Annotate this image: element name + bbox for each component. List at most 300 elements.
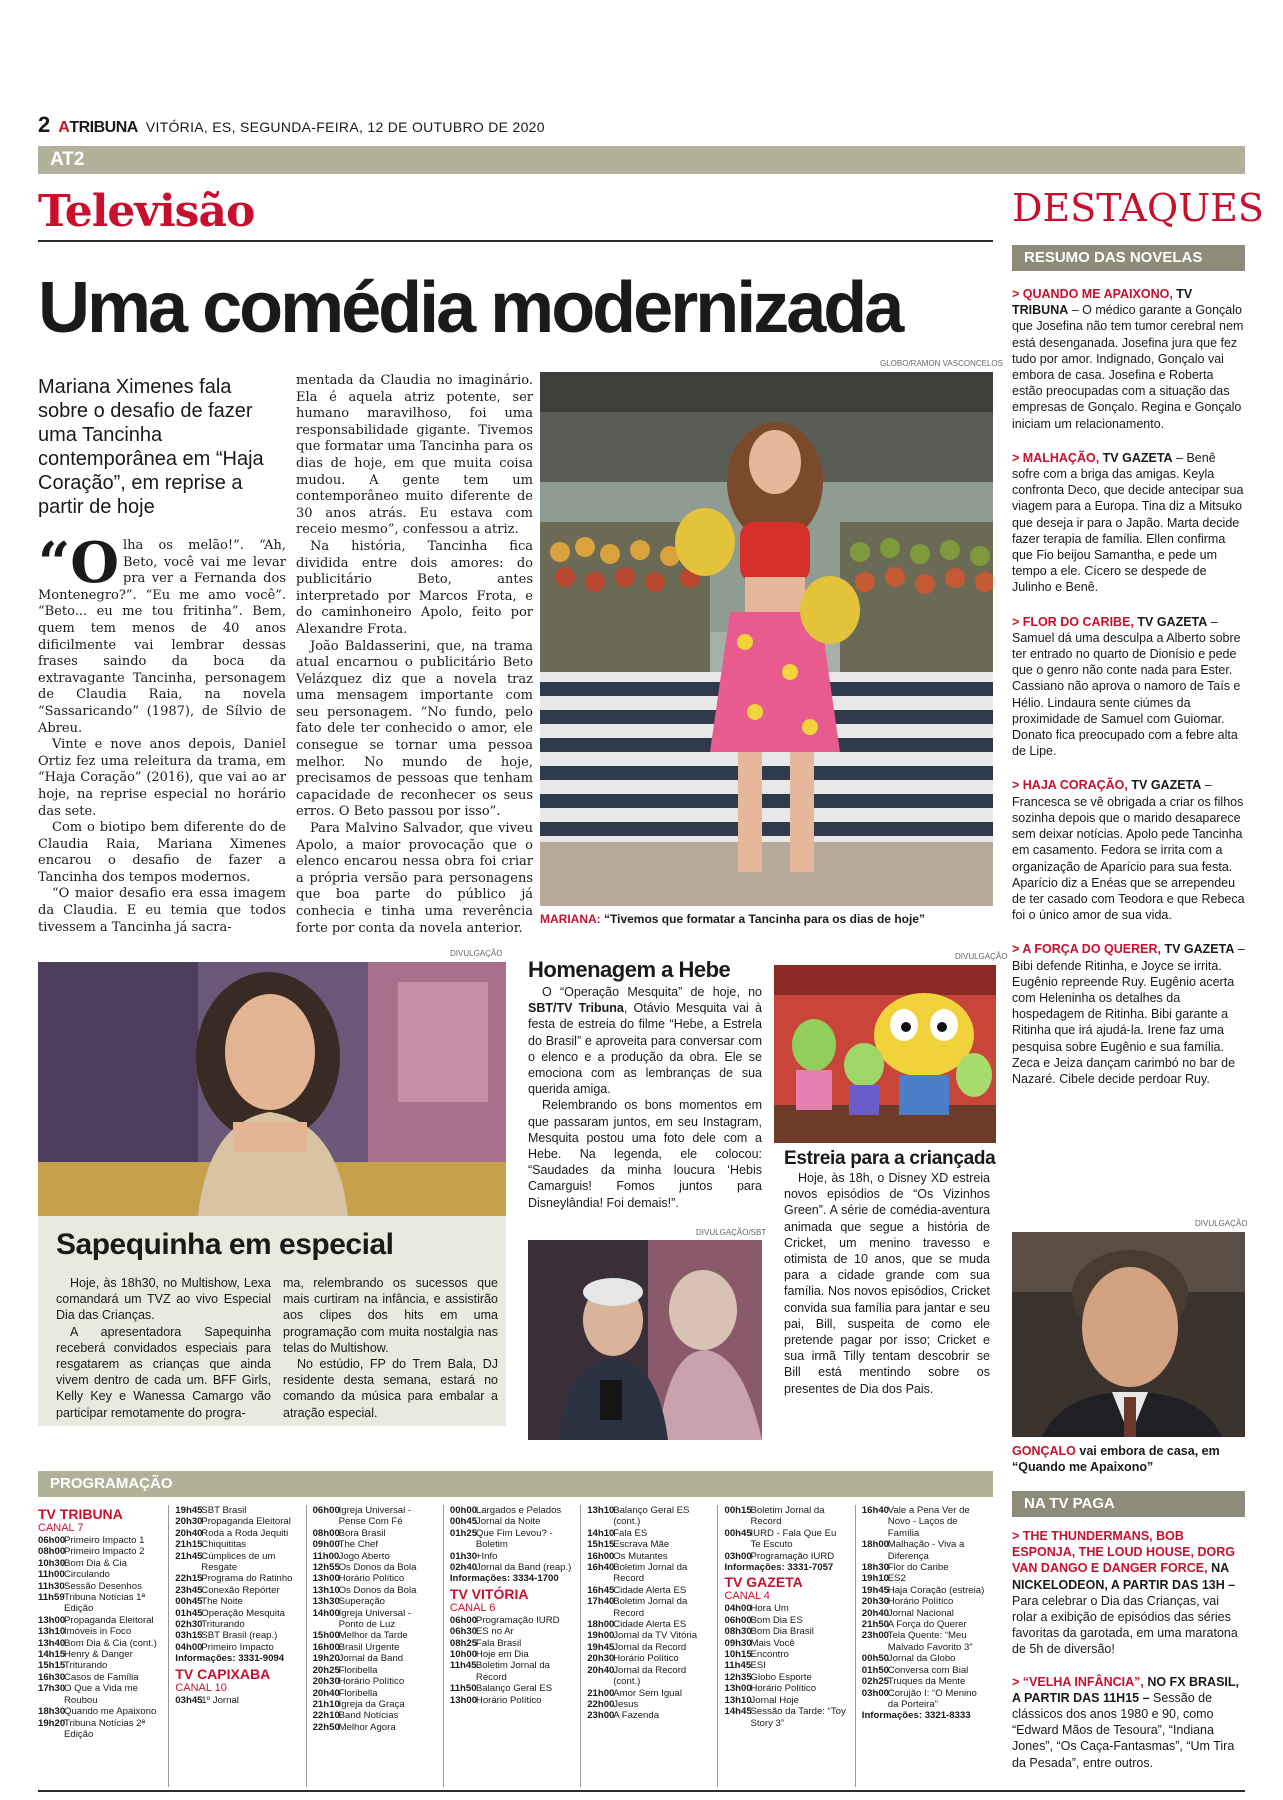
schedule-time: 13h00 (724, 1683, 752, 1695)
caption-text: “Tivemos que formatar a Tancinha para os dias de hoje” (604, 912, 925, 926)
schedule-row (724, 1683, 848, 1694)
schedule-time: 11h50 (449, 1683, 477, 1695)
schedule-show: Horário Político (475, 1694, 542, 1706)
schedule-time: 08h25 (449, 1637, 478, 1649)
schedule-time: 20h40 (861, 1607, 889, 1619)
programacao-column (450, 1505, 581, 1787)
schedule-time: 08h00 (38, 1546, 66, 1558)
schedule-time: 19h00 (587, 1630, 615, 1642)
schedule-row (724, 1660, 848, 1671)
schedule-time: 22h10 (312, 1710, 340, 1722)
tv-paga-list (1012, 1528, 1245, 1787)
schedule-time: 01h30 (449, 1550, 478, 1562)
schedule-row (313, 1551, 437, 1562)
schedule-show: Os Mutantes (613, 1550, 668, 1562)
schedule-show: Haja Coração (estreia) (887, 1584, 985, 1596)
schedule-row (38, 1581, 162, 1592)
schedule-time: 03h15 (175, 1630, 203, 1642)
goncalo-photo (1012, 1232, 1245, 1437)
schedule-show: SBT Brasil (201, 1505, 247, 1516)
schedule-row (724, 1626, 848, 1637)
schedule-show: Boletim Jornal da Record (475, 1660, 551, 1683)
schedule-row (724, 1603, 848, 1614)
schedule-time: 16h00 (587, 1550, 615, 1562)
channel-number: CANAL 7 (38, 1522, 84, 1534)
schedule-row (587, 1562, 711, 1585)
sapequinha-photo (38, 962, 506, 1216)
schedule-row (38, 1672, 162, 1683)
tv-paga-item: > “VELHA INFÂNCIA”, NO FX BRASIL, A PARTIR DAS 11H15 – Sessão de clássicos dos anos 1980 e 90, como “Edward Mãos de Tesoura”, “Indiana Jones”, “Os Caça-Fantasmas”, “Um Tira da Pesada”, entre outros. (1012, 1674, 1240, 1770)
schedule-show: Os Donos da Bola (338, 1562, 417, 1574)
schedule-show: Truques da Mente (887, 1676, 966, 1688)
destaques-title: DESTAQUES (1012, 186, 1264, 230)
schedule-show: Globo Esporte (750, 1671, 812, 1683)
schedule-row (38, 1660, 162, 1671)
schedule-time: 11h00 (38, 1569, 65, 1581)
schedule-time: 06h30 (449, 1626, 478, 1638)
schedule-row (175, 1596, 299, 1607)
schedule-time: 17h30 (38, 1683, 66, 1695)
schedule-time: 17h40 (587, 1596, 615, 1608)
schedule-time: 20h30 (175, 1516, 203, 1528)
schedule-time: 03h00 (724, 1550, 752, 1562)
schedule-row (38, 1592, 162, 1615)
schedule-show: Programação IURD (750, 1550, 835, 1562)
estreia-text (784, 1170, 990, 1397)
schedule-show: Que Fim Levou? - Boletim (475, 1527, 553, 1551)
schedule-show: Propaganda Eleitoral (201, 1516, 291, 1528)
schedule-show: A Força do Querer (887, 1619, 967, 1631)
schedule-row (862, 1608, 987, 1619)
schedule-show: Fala ES (613, 1527, 648, 1539)
schedule-show: Conversa com Bial (887, 1664, 969, 1676)
sapequinha-paragraph: No estúdio, FP do Trem Bala, DJ residente desta semana, estará no comando da música para embalar a atração especial. (283, 1357, 498, 1420)
sapequinha-credit: DIVULGAÇÃO (450, 949, 503, 958)
schedule-show: The Chef (338, 1539, 379, 1551)
schedule-row (313, 1585, 437, 1596)
schedule-time: 02h30 (175, 1619, 203, 1631)
schedule-time: 00h45 (449, 1516, 478, 1528)
schedule-time: 13h10 (587, 1505, 615, 1516)
channel-info: Informações: 3331-7057 (724, 1562, 834, 1574)
hebe-paragraph: Relembrando os bons momentos em que passaram juntos, em seu Instagram, Mesquita postou uma foto dele com a Hebe. Na legenda, ele colocou: “Saudades da minha loucura ‘Hebis Camarguis! Fomos juntos para Disneylândia! Foi demais!”. (528, 1098, 762, 1210)
schedule-row (862, 1585, 987, 1596)
schedule-row (862, 1630, 987, 1653)
schedule-row (313, 1722, 437, 1733)
schedule-row (450, 1505, 574, 1516)
schedule-row (313, 1653, 437, 1664)
schedule-row (862, 1573, 987, 1584)
programacao-title: PROGRAMAÇÃO (50, 1475, 173, 1492)
bottom-rule (38, 1790, 1245, 1792)
schedule-show: Triturando (201, 1619, 245, 1631)
schedule-time: 02h25 (861, 1676, 889, 1688)
schedule-time: 06h00 (724, 1614, 752, 1626)
schedule-row (724, 1672, 848, 1683)
schedule-time: 09h30 (724, 1637, 752, 1649)
schedule-time: 11h45 (449, 1660, 477, 1672)
estreia-title: Estreia para a criançada (784, 1148, 996, 1169)
os-vizinhos-green-photo (774, 965, 996, 1143)
schedule-show: Largados e Pelados (475, 1505, 562, 1516)
destaque-item: > QUANDO ME APAIXONO, TV TRIBUNA – O médico garante a Gonçalo que Josefina não tem tumor cerebral nem está desenganada. Josefina jura que fez tudo por amor. Indignado, Gonçalo vai embora de casa. Josefina e Roberta estão preocupadas com a situação das empresas de Gonçalo. Regina e Gonçalo iniciam um relacionamento. (1012, 287, 1244, 431)
schedule-time: 20h30 (587, 1653, 615, 1665)
schedule-row (587, 1653, 711, 1664)
schedule-row (862, 1562, 987, 1573)
schedule-time: 15h15 (587, 1539, 615, 1551)
schedule-time: 03h45 (175, 1694, 203, 1706)
schedule-row (175, 1695, 299, 1706)
schedule-time: 00h45 (724, 1527, 752, 1539)
schedule-show: Os Donos da Bola (338, 1584, 417, 1596)
schedule-show: SBT Brasil (reap.) (201, 1630, 278, 1642)
schedule-show: Conexão Repórter (201, 1584, 280, 1596)
schedule-row (38, 1546, 162, 1557)
hebe-text (528, 984, 762, 1211)
schedule-show: Programa do Ratinho (201, 1573, 293, 1585)
schedule-row (38, 1569, 162, 1580)
schedule-time: 06h00 (38, 1535, 66, 1546)
schedule-row (38, 1626, 162, 1637)
programacao-grid (38, 1505, 993, 1787)
article-paragraph: Para Malvino Salvador, que viveu Apolo, a maior provocação que o elenco encarou nessa obra foi criar a própria versão para personagens que boa parte do público já conhecia e tinha uma reverência forte por conta da novela anterior. (296, 821, 533, 936)
schedule-time: 00h45 (175, 1596, 203, 1608)
schedule-row (587, 1619, 711, 1630)
schedule-row (175, 1619, 299, 1630)
schedule-time: 06h00 (449, 1614, 478, 1626)
schedule-show: Corujão I: “O Menino da Porteira” (887, 1687, 977, 1710)
channel-number: CANAL 6 (449, 1601, 496, 1614)
schedule-show: Primeiro Impacto 2 (64, 1546, 145, 1558)
schedule-row (450, 1660, 574, 1683)
schedule-show: Flor do Caribe (887, 1562, 949, 1574)
schedule-show: Igreja da Graça (338, 1698, 405, 1710)
schedule-row (175, 1573, 299, 1584)
schedule-time: 19h20 (312, 1653, 340, 1665)
schedule-show: Jornal da Record (cont.) (613, 1664, 687, 1688)
schedule-row (587, 1551, 711, 1562)
schedule-show: Amor Sem Igual (613, 1687, 682, 1699)
schedule-show: Brasil Urgente (338, 1641, 400, 1653)
schedule-show: +Info (475, 1550, 498, 1562)
schedule-show: Jornal da TV Vitória (613, 1630, 698, 1642)
article-paragraph: Com o biotipo bem diferente do de Claudia Raia, Mariana Ximenes encarou o desafio de fazer a Tancinha dos tempos modernos. (38, 820, 286, 885)
schedule-time: 19h45 (587, 1641, 615, 1653)
schedule-show: Sessão Desenhos (64, 1580, 142, 1592)
channel-info: Informações: 3331-9094 (175, 1653, 285, 1665)
schedule-row (313, 1505, 437, 1528)
schedule-time: 20h40 (175, 1527, 203, 1539)
schedule-show: Propaganda Eleitoral (64, 1614, 154, 1626)
schedule-time: 23h45 (175, 1584, 203, 1596)
schedule-row (724, 1528, 848, 1551)
schedule-time: 14h15 (38, 1649, 66, 1661)
schedule-show: Jornal da Band (338, 1653, 404, 1665)
destaque-item: > A FORÇA DO QUERER, TV GAZETA – Bibi defende Ritinha, e Joyce se irrita. Eugênio repreende Ruy. Eugênio acerta com Heleninha os detalhes da hospedagem de Ritinha. Bibi garante a Ritinha que irá ajudá-la. Irene faz uma pesquisa sobre Eugênio e sua família. Zeca e Jeiza dançam carimbó no bar de Nazaré. Cibele decide perdoar Ruy. (1012, 942, 1245, 1086)
schedule-time: 04h00 (175, 1641, 203, 1653)
mariana-photo (540, 372, 993, 906)
schedule-show: Jornal Hoje (750, 1694, 800, 1706)
schedule-time: 11h00 (312, 1550, 340, 1562)
schedule-show: ESI (750, 1660, 766, 1672)
schedule-row (313, 1573, 437, 1584)
schedule-row (724, 1649, 848, 1660)
schedule-time: 16h30 (38, 1671, 66, 1683)
schedule-time: 23h00 (587, 1710, 615, 1722)
schedule-row (450, 1695, 574, 1706)
schedule-row (175, 1642, 299, 1653)
hebe-credit: DIVULGAÇÃO/SBT (696, 1228, 767, 1237)
schedule-row (313, 1676, 437, 1687)
schedule-row (724, 1638, 848, 1649)
schedule-show: Boletim Jornal da Record (750, 1505, 825, 1528)
schedule-time: 15h00 (312, 1630, 340, 1642)
schedule-row (175, 1539, 299, 1550)
main-photo-caption (540, 912, 925, 926)
schedule-time: 01h25 (449, 1527, 478, 1539)
schedule-row (862, 1596, 987, 1607)
schedule-show: Bom Dia Brasil (750, 1626, 814, 1638)
schedule-row (450, 1528, 574, 1551)
page-folio (38, 112, 545, 138)
schedule-row (38, 1615, 162, 1626)
schedule-row (313, 1596, 437, 1607)
schedule-show: 1º Jornal (201, 1694, 239, 1706)
tv-paga-item: > THE THUNDERMANS, BOB ESPONJA, THE LOUD HOUSE, DORG VAN DANGO E DANGER FORCE, NA NICKELODEON, A PARTIR DAS 13H – Para celebrar o Dia das Crianças, vai rolar a exibição de episódios das séries favoritas da garotada, em uma maratona de 5h de diversão! (1012, 1529, 1238, 1657)
schedule-row (313, 1642, 437, 1653)
schedule-row (313, 1688, 437, 1699)
schedule-show: Jornal da Band (reap.) (475, 1562, 572, 1574)
schedule-time: 08h30 (724, 1626, 752, 1638)
schedule-row (313, 1699, 437, 1710)
schedule-time: 20h40 (312, 1687, 340, 1699)
schedule-show: Quando me Apaixono (64, 1706, 157, 1718)
article-paragraph: Na história, Tancinha fica dividida entre dois amores: do publicitário Beto, antes interpretado por Marcos Frota, e do caminhoneiro Apolo, feito por Alexandre Frota. (296, 538, 533, 637)
schedule-row (450, 1626, 574, 1637)
schedule-time: 22h50 (312, 1721, 340, 1733)
schedule-show: O Que a Vida me Roubou (64, 1683, 138, 1706)
channel-name: TV TRIBUNA (38, 1506, 123, 1522)
schedule-time: 13h40 (38, 1637, 66, 1649)
schedule-row (450, 1638, 574, 1649)
schedule-time: 13h00 (38, 1614, 66, 1626)
article-column-1 (38, 530, 286, 936)
schedule-time: 18h30 (861, 1562, 889, 1574)
schedule-row (587, 1710, 711, 1721)
schedule-row (862, 1505, 987, 1539)
schedule-row (587, 1539, 711, 1550)
schedule-show: Boletim Jornal da Record (613, 1596, 688, 1619)
schedule-row (38, 1718, 162, 1741)
schedule-show: Jornal da Record (613, 1641, 687, 1653)
schedule-show: Melhor da Tarde (338, 1630, 408, 1642)
schedule-show: Triturando (64, 1660, 108, 1672)
schedule-row (38, 1683, 162, 1706)
schedule-row (450, 1649, 574, 1660)
programacao-column (38, 1505, 169, 1787)
schedule-show: Roda a Roda Jequiti (201, 1527, 289, 1539)
schedule-time: 16h40 (587, 1562, 615, 1574)
schedule-time: 21h10 (312, 1698, 340, 1710)
section-title: Televisão (38, 186, 255, 237)
programacao-column (175, 1505, 306, 1787)
resumo-novelas-bar: RESUMO DAS NOVELAS (1012, 245, 1245, 271)
schedule-time: 22h00 (587, 1698, 615, 1710)
schedule-show: Chiquititas (201, 1539, 247, 1551)
schedule-row (587, 1688, 711, 1699)
schedule-show: Igreja Universal - Ponto de Luz (338, 1607, 412, 1631)
schedule-time: 16h00 (312, 1641, 340, 1653)
schedule-row (313, 1710, 437, 1721)
schedule-time: 14h10 (587, 1527, 615, 1539)
schedule-row (313, 1562, 437, 1573)
schedule-show: Hora Um (750, 1603, 789, 1615)
schedule-time: 01h45 (175, 1607, 203, 1619)
schedule-show: Superação (338, 1596, 385, 1608)
schedule-time: 13h10 (724, 1694, 752, 1706)
sapequinha-column-2 (283, 1275, 498, 1421)
schedule-time: 10h00 (449, 1649, 478, 1661)
schedule-time: 03h00 (861, 1687, 889, 1699)
destaque-item: > HAJA CORAÇÃO, TV GAZETA – Francesca se vê obrigada a criar os filhos sozinha depois que o marido desaparece sem deixar notícias. Apolo pede Tancinha em casamento. Fedora se irrita com a organização de Aparício para sua festa. Aparício diz a Enéas que se arrependeu de ter casado com Teodora e que Rebeca foi o único amor de sua vida. (1012, 778, 1245, 923)
schedule-show: Jesus (613, 1698, 639, 1710)
schedule-time: 08h00 (312, 1527, 340, 1539)
schedule-show: Tela Quente: “Meu Malvado Favorito 3” (887, 1630, 973, 1653)
schedule-show: Programação IURD (475, 1614, 560, 1626)
schedule-time: 21h00 (587, 1687, 615, 1699)
schedule-show: Imóveis in Foco (64, 1626, 132, 1638)
schedule-row (450, 1551, 574, 1562)
schedule-row (587, 1528, 711, 1539)
schedule-time: 10h15 (724, 1649, 752, 1661)
schedule-show: Escrava Mãe (613, 1539, 670, 1551)
hebe-paragraph: O “Operação Mesquita” de hoje, no SBT/TV Tribuna, Otávio Mesquita vai à festa de estreia do filme “Hebe, a Estrela do Brasil” e aproveita para conversar com o elenco e a produção da obra. Ele se emociona com as lembranças de sua querida amiga. (528, 985, 762, 1097)
article-paragraph: João Baldasserini, que, na trama atual encarnou o publicitário Beto Velázquez diz que a novela traz uma mensagem importante com seu personagem. “No fundo, pelo fato dele ter conhecido o amor, ele consegue se tornar uma pessoa melhor. No mundo de hoje, precisamos de pessoas que tenham capacidade de reconhecer os seus erros. O Beto passou por isso”. (296, 638, 533, 820)
schedule-row (862, 1665, 987, 1676)
schedule-row (175, 1505, 299, 1516)
schedule-time: 04h00 (724, 1603, 752, 1615)
schedule-row (450, 1516, 574, 1527)
article-headline: Uma comédia modernizada (38, 268, 902, 348)
schedule-row (587, 1505, 711, 1528)
channel-number: CANAL 10 (175, 1681, 227, 1694)
schedule-row (587, 1630, 711, 1641)
schedule-show: Sessão da Tarde: “Toy Story 3” (750, 1706, 846, 1729)
schedule-time: 21h50 (861, 1619, 889, 1631)
schedule-show: Boletim Jornal da Record (613, 1562, 688, 1585)
schedule-show: Vale a Pena Ver de Novo - Laços de Família (887, 1505, 970, 1539)
schedule-show: Band Notícias (338, 1710, 399, 1722)
schedule-row (862, 1619, 987, 1630)
channel-name: TV CAPIXABA (175, 1665, 271, 1682)
schedule-show: Bom Dia & Cia (cont.) (64, 1637, 157, 1649)
schedule-show: Primeiro Impacto 1 (64, 1535, 145, 1546)
schedule-show: A Fazenda (613, 1710, 660, 1722)
schedule-show: Floribella (338, 1687, 378, 1699)
schedule-show: Primeiro Impacto (201, 1641, 274, 1653)
schedule-row (724, 1505, 848, 1528)
schedule-time: 15h15 (38, 1660, 66, 1672)
schedule-show: Tribuna Notícias 2ª Edição (64, 1717, 146, 1740)
schedule-show: IURD - Fala Que Eu Te Escuto (750, 1527, 837, 1551)
schedule-show: Melhor Agora (338, 1721, 396, 1733)
schedule-show: ES2 (887, 1573, 906, 1585)
schedule-show: Jogo Aberto (338, 1550, 390, 1562)
schedule-show: Bora Brasil (338, 1527, 386, 1539)
schedule-show: Floribella (338, 1664, 378, 1676)
schedule-show: Balanço Geral ES (cont.) (613, 1505, 690, 1528)
schedule-row (38, 1649, 162, 1660)
schedule-show: Horário Político (338, 1676, 405, 1688)
programacao-bar (38, 1471, 993, 1497)
schedule-show: Cidade Alerta ES (613, 1619, 687, 1631)
schedule-show: Malhação - Viva a Diferença (887, 1539, 965, 1562)
programacao-column (862, 1505, 993, 1787)
schedule-time: 19h10 (861, 1573, 889, 1585)
schedule-show: Mais Você (750, 1637, 795, 1649)
schedule-row (587, 1699, 711, 1710)
schedule-row (862, 1688, 987, 1711)
schedule-row (724, 1551, 848, 1562)
channel-info: Informações: 3334-1700 (449, 1573, 559, 1585)
section-tag: AT2 (50, 149, 85, 170)
schedule-row (450, 1615, 574, 1626)
schedule-time: 18h00 (587, 1619, 615, 1631)
schedule-row (587, 1642, 711, 1653)
schedule-time: 14h45 (724, 1706, 752, 1718)
sapequinha-column-1 (56, 1275, 271, 1421)
schedule-time: 19h20 (38, 1717, 66, 1729)
article-lead: Mariana Ximenes fala sobre o desafio de fazer uma Tancinha contemporânea em “Haja Coração”, em reprise a partir de hoje (38, 376, 264, 518)
schedule-show: Bom Dia & Cia (64, 1557, 127, 1569)
mesquita-hebe-photo (528, 1240, 762, 1440)
schedule-show: Circulando (64, 1569, 110, 1581)
schedule-time: 13h00 (312, 1573, 340, 1585)
schedule-time: 21h45 (175, 1550, 203, 1562)
schedule-row (38, 1558, 162, 1569)
schedule-show: ES no Ar (475, 1626, 514, 1638)
goncalo-caption: GONÇALO vai embora de casa, em “Quando me Apaixono” (1012, 1444, 1220, 1474)
sapequinha-title: Sapequinha em especial (56, 1228, 394, 1261)
schedule-time: 13h00 (449, 1694, 478, 1706)
schedule-row (862, 1653, 987, 1664)
photo-credit: GLOBO/RAMON VASCONCELOS (880, 359, 1003, 368)
schedule-time: 18h00 (861, 1539, 889, 1551)
schedule-row (38, 1638, 162, 1649)
schedule-time: 11h30 (38, 1580, 65, 1592)
brand-logo: ATRIBUNA (58, 119, 138, 136)
schedule-show: Cúmplices de um Resgate (201, 1550, 276, 1574)
schedule-row (38, 1706, 162, 1717)
schedule-time: 13h30 (312, 1596, 340, 1608)
sapequinha-paragraph: A apresentadora Sapequinha receberá convidados especiais para resgatarem as crianças que ainda vivem dentro de cada um. BFF Girls, Kelly Key e Wanessa Camargo vão participar remotamente do progra- (56, 1324, 271, 1420)
section-bar (38, 146, 1245, 174)
schedule-time: 16h45 (587, 1584, 615, 1596)
hebe-title: Homenagem a Hebe (528, 957, 731, 982)
schedule-time: 11h45 (724, 1660, 752, 1672)
schedule-row (175, 1585, 299, 1596)
caption-label: MARIANA: (540, 912, 601, 926)
article-first-paragraph: “Olha os melão!”. “Ah, Beto, você vai me levar pra ver a Fernanda dos Montenegro?”. “Eu me amo você”. “Beto... eu me tou fritinha”. Bem, quem tem menos de 40 anos dificilmente vai lembrar dessas frases saindo da boca da extravagante Tancinha, personagem de Claudia Raia, na novela “Sassaricando” (1987), de Sílvio de Abreu. (38, 530, 286, 736)
schedule-show: Henry & Danger (64, 1649, 133, 1661)
schedule-row (587, 1585, 711, 1596)
schedule-time: 12h35 (724, 1671, 752, 1683)
schedule-time: 23h00 (861, 1630, 889, 1642)
schedule-show: Balanço Geral ES (475, 1683, 553, 1695)
schedule-time: 00h15 (724, 1505, 752, 1516)
destaque-item: > MALHAÇÃO, TV GAZETA – Benê sofre com a briga das amigas. Keyla confronta Deco, que decide antecipar sua viagem para a Europa. Tina diz a Mitsuko que deseja ir para o Japão. Marta decide fazer terapia de família. Ellen confirma que Fio beijou Samantha, e pede um tempo a ele. Cícero se despede de Julinho e Benê. (1012, 450, 1244, 595)
schedule-time: 19h45 (861, 1584, 889, 1596)
